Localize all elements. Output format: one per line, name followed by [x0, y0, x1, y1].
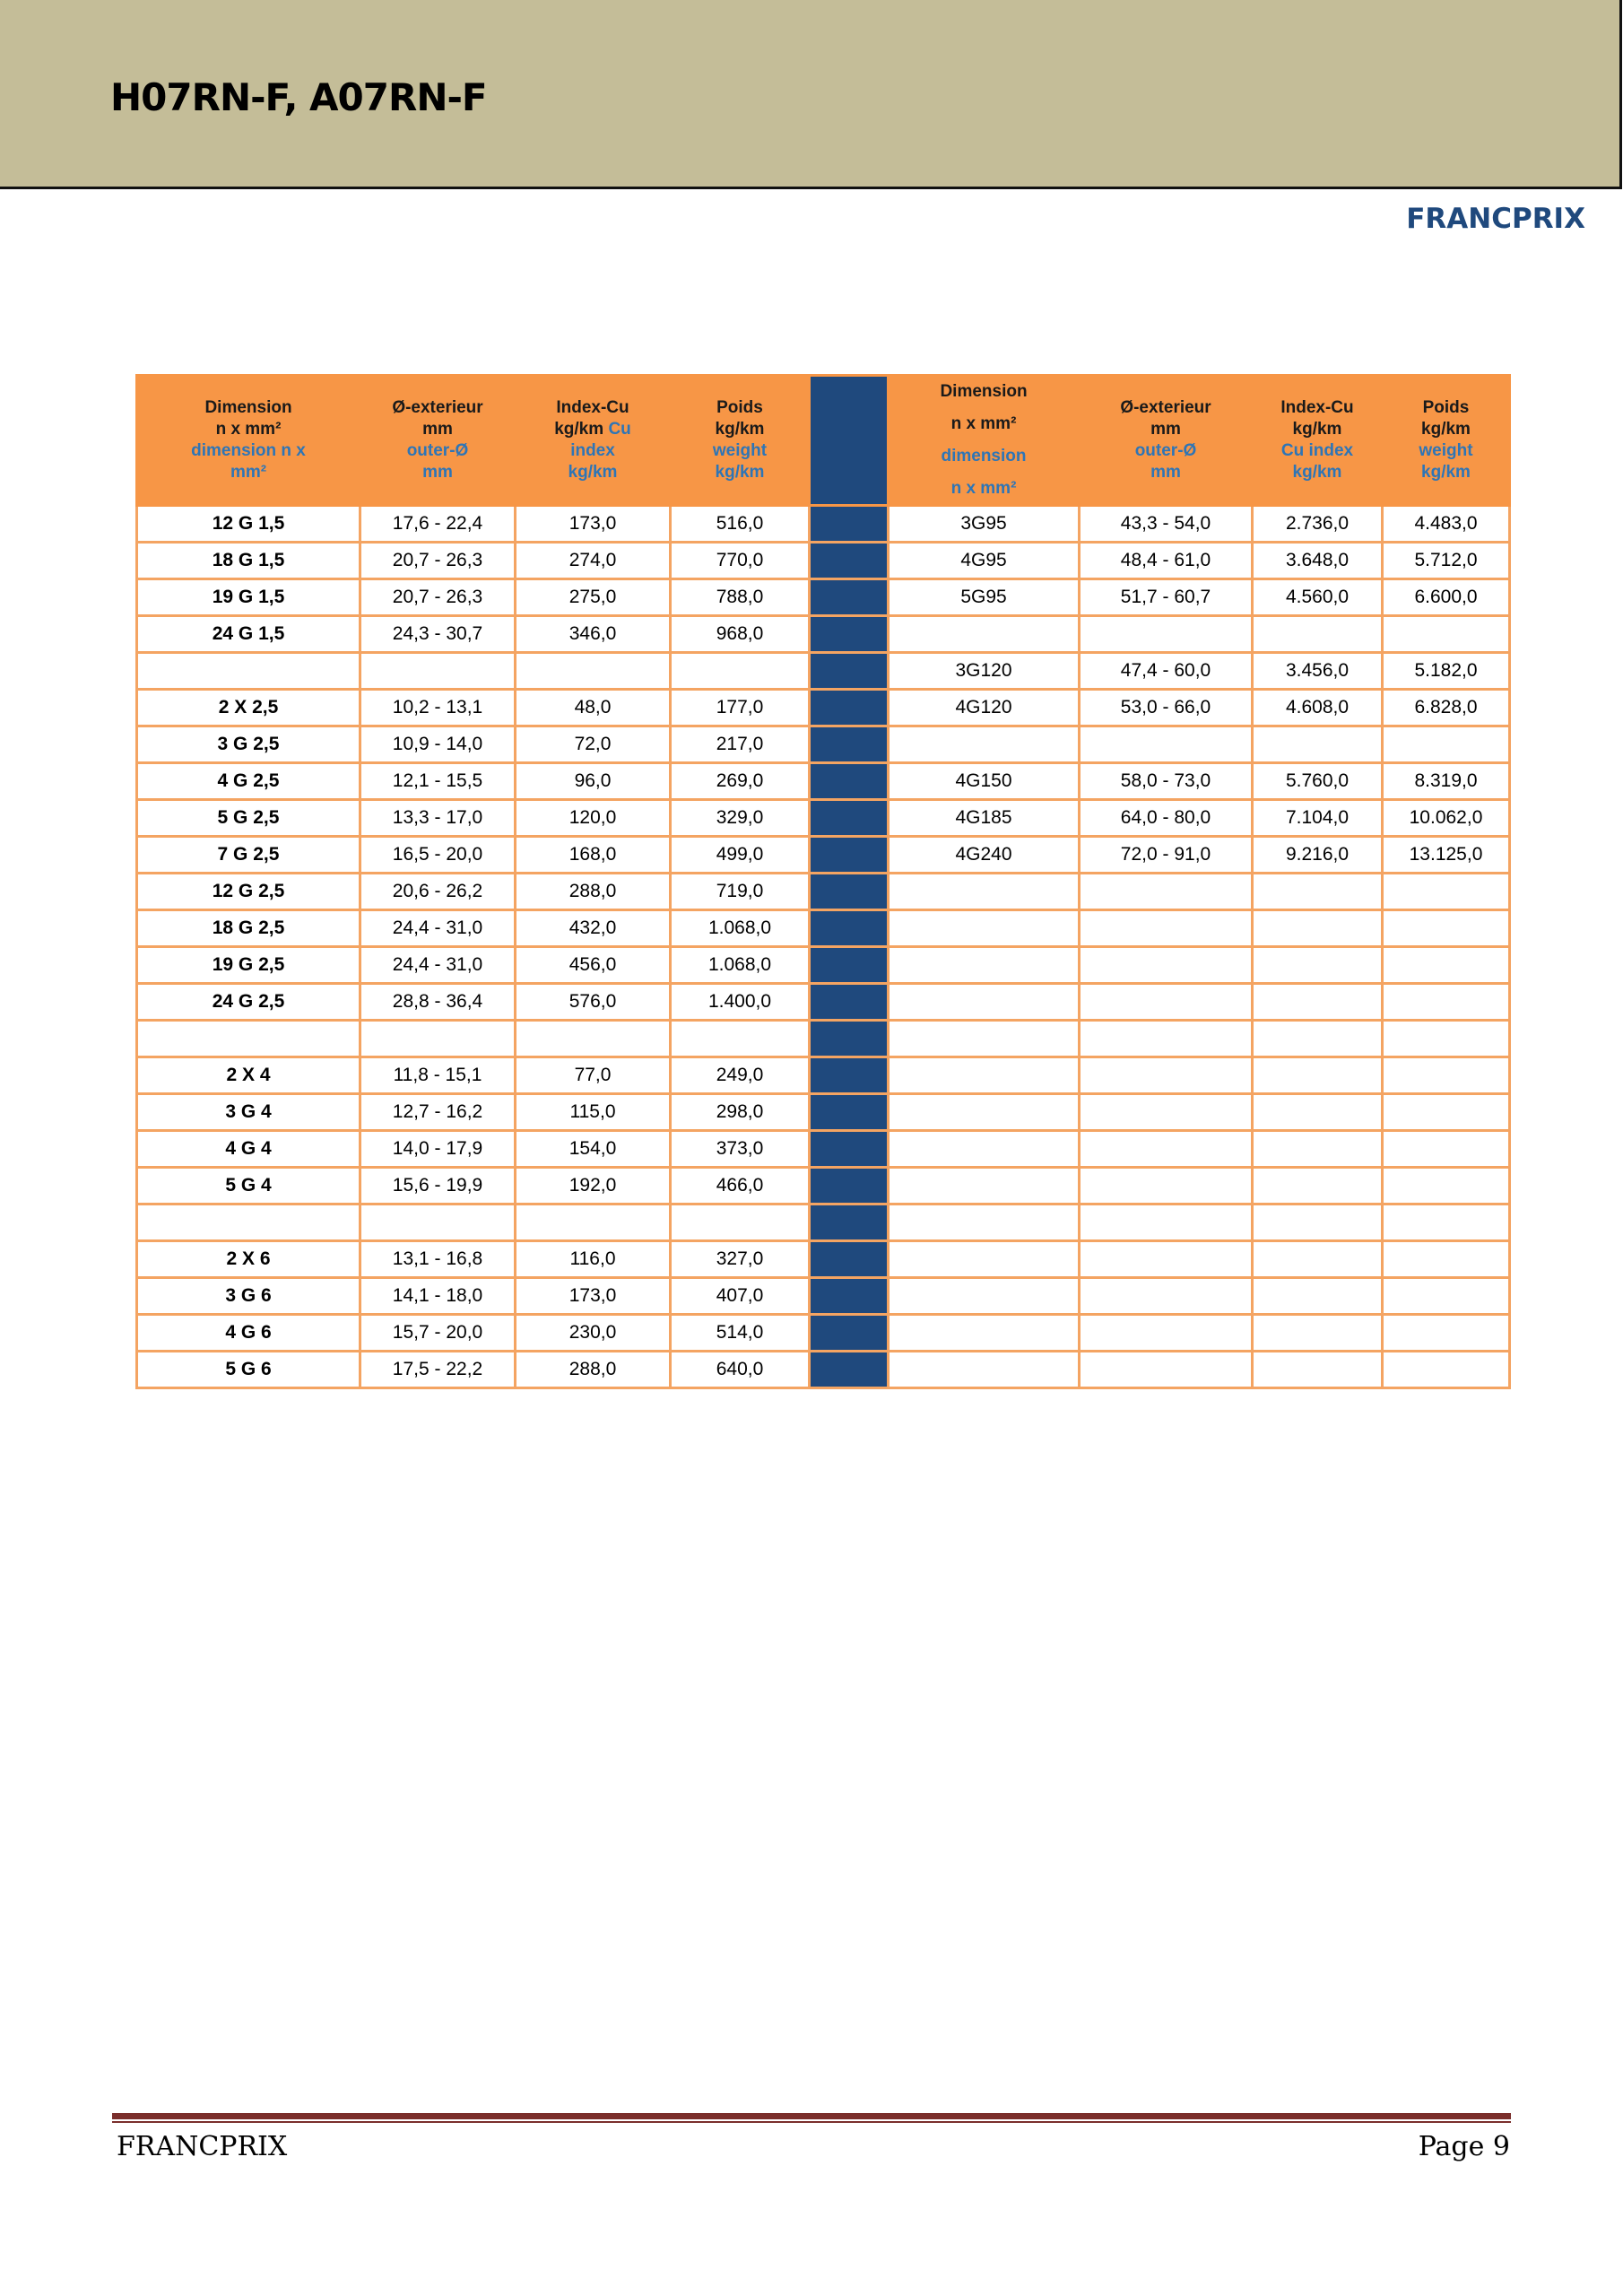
table-cell — [1080, 1241, 1253, 1278]
table-cell — [137, 1021, 360, 1057]
table-cell — [1383, 1057, 1510, 1094]
table-cell — [1080, 874, 1253, 910]
table-cell — [360, 1021, 516, 1057]
table-header-row — [137, 376, 1510, 506]
header-spacer — [890, 403, 1078, 413]
table-cell: 24 G 2,5 — [137, 984, 360, 1021]
column-separator-cell — [810, 1021, 889, 1057]
footer-divider — [112, 2113, 1511, 2119]
table-row — [137, 800, 1510, 837]
table-cell — [1080, 1021, 1253, 1057]
table-row — [137, 1315, 1510, 1352]
table-cell — [1253, 1094, 1383, 1131]
column-separator — [810, 376, 889, 506]
table-cell — [1080, 1057, 1253, 1094]
table-cell — [1080, 910, 1253, 947]
table-cell — [1253, 1241, 1383, 1278]
table-body — [137, 506, 1510, 1388]
column-separator-cell — [810, 543, 889, 579]
column-separator-cell — [810, 1205, 889, 1241]
table-cell: 269,0 — [671, 763, 810, 800]
table-cell — [1383, 1131, 1510, 1168]
table-cell: 20,7 - 26,3 — [360, 543, 516, 579]
table-cell — [1080, 1094, 1253, 1131]
header-line: Dimension — [940, 382, 1028, 401]
header-spacer — [890, 467, 1078, 478]
table-cell: 516,0 — [671, 506, 810, 543]
table-cell: 19 G 2,5 — [137, 947, 360, 984]
column-header-left-4 — [671, 376, 810, 506]
column-header-right-2 — [1080, 376, 1253, 506]
table-cell: 5 G 6 — [137, 1352, 360, 1388]
column-header-right-4 — [1383, 376, 1510, 506]
table-cell — [1383, 874, 1510, 910]
table-cell — [889, 1057, 1080, 1094]
table-cell — [889, 1241, 1080, 1278]
table-cell — [1383, 1168, 1510, 1205]
table-cell — [1253, 1131, 1383, 1168]
table-cell — [1080, 1352, 1253, 1388]
table-cell: 116,0 — [516, 1241, 671, 1278]
header-line: n x mm² — [950, 414, 1017, 433]
table-cell: 4 G 2,5 — [137, 763, 360, 800]
table-cell: 288,0 — [516, 1352, 671, 1388]
table-cell — [1080, 1131, 1253, 1168]
table-cell: 346,0 — [516, 616, 671, 653]
table-cell: 51,7 - 60,7 — [1080, 579, 1253, 616]
header-line: Poids — [716, 398, 763, 417]
header-line: kg/km — [568, 463, 618, 482]
table-cell: 20,6 - 26,2 — [360, 874, 516, 910]
table-cell: 154,0 — [516, 1131, 671, 1168]
table-cell: 72,0 — [516, 726, 671, 763]
table-cell: 11,8 - 15,1 — [360, 1057, 516, 1094]
table-cell: 217,0 — [671, 726, 810, 763]
table-cell: 10.062,0 — [1383, 800, 1510, 837]
table-cell: 7 G 2,5 — [137, 837, 360, 874]
table-cell — [516, 653, 671, 690]
table-cell: 4G185 — [889, 800, 1080, 837]
table-cell: 407,0 — [671, 1278, 810, 1315]
table-cell: 53,0 - 66,0 — [1080, 690, 1253, 726]
table-cell — [889, 1352, 1080, 1388]
table-cell — [671, 653, 810, 690]
table-cell — [889, 1021, 1080, 1057]
table-cell: 968,0 — [671, 616, 810, 653]
header-line: Ø-exterieur — [1120, 398, 1211, 417]
column-header-left-1 — [137, 376, 360, 506]
table-cell — [1253, 910, 1383, 947]
table-cell: 24,4 - 31,0 — [360, 910, 516, 947]
table-cell — [1383, 1352, 1510, 1388]
table-cell: 115,0 — [516, 1094, 671, 1131]
table-cell — [360, 1205, 516, 1241]
table-cell: 4 G 4 — [137, 1131, 360, 1168]
table-cell: 14,1 - 18,0 — [360, 1278, 516, 1315]
table-cell — [1080, 947, 1253, 984]
table-cell: 5.760,0 — [1253, 763, 1383, 800]
column-separator-cell — [810, 616, 889, 653]
table-row — [137, 1057, 1510, 1094]
column-separator-cell — [810, 874, 889, 910]
table-cell: 274,0 — [516, 543, 671, 579]
header-line: outer-Ø — [406, 441, 469, 460]
column-separator-cell — [810, 506, 889, 543]
table-cell: 466,0 — [671, 1168, 810, 1205]
table-row — [137, 1094, 1510, 1131]
table-row — [137, 910, 1510, 947]
table-cell: 10,9 - 14,0 — [360, 726, 516, 763]
table-cell: 24,4 - 31,0 — [360, 947, 516, 984]
table-cell: 373,0 — [671, 1131, 810, 1168]
table-cell — [1253, 947, 1383, 984]
table-cell: 298,0 — [671, 1094, 810, 1131]
table-cell: 5G95 — [889, 579, 1080, 616]
table-cell: 3 G 6 — [137, 1278, 360, 1315]
table-cell: 13,3 - 17,0 — [360, 800, 516, 837]
table-cell — [516, 1021, 671, 1057]
table-row — [137, 947, 1510, 984]
column-separator-cell — [810, 800, 889, 837]
header-line-part: Cu — [608, 420, 631, 439]
table-cell: 4G240 — [889, 837, 1080, 874]
table-cell: 13,1 - 16,8 — [360, 1241, 516, 1278]
table-cell — [1080, 1205, 1253, 1241]
table-cell — [1080, 1168, 1253, 1205]
table-cell — [889, 947, 1080, 984]
column-separator-cell — [810, 947, 889, 984]
header-line: n x mm² — [950, 479, 1017, 498]
table-cell: 17,6 - 22,4 — [360, 506, 516, 543]
table-row — [137, 726, 1510, 763]
table-cell — [889, 1094, 1080, 1131]
table-cell: 432,0 — [516, 910, 671, 947]
table-cell: 4.483,0 — [1383, 506, 1510, 543]
table-cell: 13.125,0 — [1383, 837, 1510, 874]
table-cell: 576,0 — [516, 984, 671, 1021]
table-cell: 15,7 - 20,0 — [360, 1315, 516, 1352]
table-cell — [889, 910, 1080, 947]
table-cell: 12 G 1,5 — [137, 506, 360, 543]
column-separator-cell — [810, 1352, 889, 1388]
column-separator-cell — [810, 690, 889, 726]
table-cell: 456,0 — [516, 947, 671, 984]
table-cell: 2.736,0 — [1253, 506, 1383, 543]
table-cell: 6.600,0 — [1383, 579, 1510, 616]
table-cell: 96,0 — [516, 763, 671, 800]
table-cell: 47,4 - 60,0 — [1080, 653, 1253, 690]
table-cell — [889, 1205, 1080, 1241]
column-separator-cell — [810, 1057, 889, 1094]
table-cell — [1080, 726, 1253, 763]
table-row — [137, 1278, 1510, 1315]
column-separator-cell — [810, 984, 889, 1021]
header-line: Cu index — [1280, 441, 1354, 460]
column-separator-cell — [810, 726, 889, 763]
table-cell: 3.648,0 — [1253, 543, 1383, 579]
table-cell: 58,0 - 73,0 — [1080, 763, 1253, 800]
table-cell: 719,0 — [671, 874, 810, 910]
footer-brand: FRANCPRIX — [117, 2131, 288, 2162]
table-cell — [889, 984, 1080, 1021]
table-cell — [1253, 616, 1383, 653]
table-row — [137, 1021, 1510, 1057]
column-separator-cell — [810, 1315, 889, 1352]
table-cell — [1253, 1278, 1383, 1315]
table-cell — [1383, 1241, 1510, 1278]
table-cell: 9.216,0 — [1253, 837, 1383, 874]
table-cell: 18 G 1,5 — [137, 543, 360, 579]
table-cell: 7.104,0 — [1253, 800, 1383, 837]
column-separator-cell — [810, 579, 889, 616]
header-line: weight — [712, 441, 768, 460]
header-line: kg/km — [1421, 463, 1471, 482]
table-cell: 20,7 - 26,3 — [360, 579, 516, 616]
table-cell — [889, 874, 1080, 910]
table-cell: 10,2 - 13,1 — [360, 690, 516, 726]
table-cell: 43,3 - 54,0 — [1080, 506, 1253, 543]
table-cell — [1383, 1094, 1510, 1131]
table-cell — [1253, 1352, 1383, 1388]
table-cell — [889, 1168, 1080, 1205]
column-separator-cell — [810, 1168, 889, 1205]
table-cell — [1383, 984, 1510, 1021]
table-cell: 2 X 6 — [137, 1241, 360, 1278]
table-cell: 230,0 — [516, 1315, 671, 1352]
table-cell: 3G120 — [889, 653, 1080, 690]
table-cell: 12 G 2,5 — [137, 874, 360, 910]
table-cell: 514,0 — [671, 1315, 810, 1352]
table-cell: 72,0 - 91,0 — [1080, 837, 1253, 874]
table-cell — [137, 1205, 360, 1241]
header-line: Index-Cu — [556, 398, 629, 417]
table-cell: 4.560,0 — [1253, 579, 1383, 616]
column-separator-cell — [810, 1241, 889, 1278]
table-cell — [1080, 616, 1253, 653]
column-separator-cell — [810, 1131, 889, 1168]
header-line: kg/km — [715, 420, 765, 439]
table-cell: 192,0 — [516, 1168, 671, 1205]
table-row — [137, 579, 1510, 616]
column-separator-cell — [810, 910, 889, 947]
table-cell: 48,4 - 61,0 — [1080, 543, 1253, 579]
header-line: kg/km — [1292, 420, 1342, 439]
table-cell: 12,1 - 15,5 — [360, 763, 516, 800]
header-line: dimension — [941, 447, 1027, 465]
table-cell: 120,0 — [516, 800, 671, 837]
header-line-part: kg/km — [554, 420, 609, 439]
table-cell — [889, 616, 1080, 653]
table-cell: 24,3 - 30,7 — [360, 616, 516, 653]
header-spacer — [890, 435, 1078, 446]
table-row — [137, 874, 1510, 910]
table-cell: 15,6 - 19,9 — [360, 1168, 516, 1205]
table-cell — [1383, 1021, 1510, 1057]
table-cell: 19 G 1,5 — [137, 579, 360, 616]
table-cell: 4.608,0 — [1253, 690, 1383, 726]
table-cell: 3G95 — [889, 506, 1080, 543]
table-cell — [889, 726, 1080, 763]
header-line: index — [570, 441, 615, 460]
table-row — [137, 616, 1510, 653]
table-cell — [889, 1131, 1080, 1168]
table-cell: 1.068,0 — [671, 947, 810, 984]
column-header-right-1 — [889, 376, 1080, 506]
table-cell: 24 G 1,5 — [137, 616, 360, 653]
table-cell — [1253, 1168, 1383, 1205]
table-cell: 5.182,0 — [1383, 653, 1510, 690]
table-cell: 6.828,0 — [1383, 690, 1510, 726]
header-line: dimension n x — [191, 441, 306, 460]
page-number: Page 9 — [1418, 2131, 1510, 2162]
table-cell — [1253, 1205, 1383, 1241]
table-cell: 770,0 — [671, 543, 810, 579]
table-cell — [671, 1021, 810, 1057]
table-cell: 1.400,0 — [671, 984, 810, 1021]
table-row — [137, 543, 1510, 579]
table-cell — [889, 1315, 1080, 1352]
table-cell — [1253, 1315, 1383, 1352]
table-cell — [1383, 1278, 1510, 1315]
table-cell: 173,0 — [516, 506, 671, 543]
table-cell: 77,0 — [516, 1057, 671, 1094]
column-separator-cell — [810, 653, 889, 690]
table-cell: 288,0 — [516, 874, 671, 910]
table-cell — [137, 653, 360, 690]
table-cell — [671, 1205, 810, 1241]
header-band — [0, 0, 1622, 189]
table-cell — [1383, 1205, 1510, 1241]
table-cell: 2 X 2,5 — [137, 690, 360, 726]
column-header-right-3 — [1253, 376, 1383, 506]
brand-name: FRANCPRIX — [1406, 203, 1585, 235]
table-cell: 14,0 - 17,9 — [360, 1131, 516, 1168]
table-row — [137, 690, 1510, 726]
header-line: kg/km — [1292, 463, 1342, 482]
table-cell: 1.068,0 — [671, 910, 810, 947]
header-line: kg/km — [1421, 420, 1471, 439]
table-row — [137, 1205, 1510, 1241]
header-line — [516, 419, 669, 440]
header-line: kg/km — [715, 463, 765, 482]
table-cell: 3 G 4 — [137, 1094, 360, 1131]
table-cell: 177,0 — [671, 690, 810, 726]
table-cell: 173,0 — [516, 1278, 671, 1315]
table-cell: 327,0 — [671, 1241, 810, 1278]
table-cell: 48,0 — [516, 690, 671, 726]
table-cell: 8.319,0 — [1383, 763, 1510, 800]
table-cell: 4G120 — [889, 690, 1080, 726]
header-line: Poids — [1422, 398, 1470, 417]
table-row — [137, 984, 1510, 1021]
table-row — [137, 1131, 1510, 1168]
table-cell: 17,5 - 22,2 — [360, 1352, 516, 1388]
table-row — [137, 653, 1510, 690]
table-cell — [1383, 616, 1510, 653]
footer-divider-thin — [112, 2121, 1511, 2123]
table-cell — [1080, 1315, 1253, 1352]
column-separator-cell — [810, 1278, 889, 1315]
column-header-left-2 — [360, 376, 516, 506]
table-cell — [1253, 1021, 1383, 1057]
header-line: mm — [422, 420, 453, 439]
table-cell: 640,0 — [671, 1352, 810, 1388]
table-row — [137, 837, 1510, 874]
table-cell — [1080, 984, 1253, 1021]
table-cell: 3.456,0 — [1253, 653, 1383, 690]
header-line: n x mm² — [215, 420, 282, 439]
table-cell: 4G150 — [889, 763, 1080, 800]
table-cell: 788,0 — [671, 579, 810, 616]
column-separator-cell — [810, 763, 889, 800]
table-cell — [516, 1205, 671, 1241]
table-cell: 4 G 6 — [137, 1315, 360, 1352]
table-cell — [1253, 1057, 1383, 1094]
table-cell: 5.712,0 — [1383, 543, 1510, 579]
table-cell — [1383, 947, 1510, 984]
header-line: mm² — [230, 463, 267, 482]
table-cell: 275,0 — [516, 579, 671, 616]
table-cell: 2 X 4 — [137, 1057, 360, 1094]
column-separator-cell — [810, 1094, 889, 1131]
header-line: weight — [1419, 441, 1473, 460]
header-line: mm — [422, 463, 453, 482]
table-row — [137, 1168, 1510, 1205]
table-row — [137, 1352, 1510, 1388]
table-cell: 329,0 — [671, 800, 810, 837]
table-cell: 18 G 2,5 — [137, 910, 360, 947]
header-line: mm — [1150, 420, 1181, 439]
header-line: Dimension — [204, 398, 292, 417]
header-line: Index-Cu — [1280, 398, 1354, 417]
table-cell: 4G95 — [889, 543, 1080, 579]
table-cell — [1383, 726, 1510, 763]
table-cell — [360, 653, 516, 690]
table-cell: 5 G 4 — [137, 1168, 360, 1205]
header-line: Ø-exterieur — [392, 398, 483, 417]
column-separator-cell — [810, 837, 889, 874]
table-cell: 3 G 2,5 — [137, 726, 360, 763]
header-line: mm — [1150, 463, 1181, 482]
table-cell: 499,0 — [671, 837, 810, 874]
table-cell: 249,0 — [671, 1057, 810, 1094]
table-cell: 168,0 — [516, 837, 671, 874]
table-cell — [1253, 874, 1383, 910]
table-cell: 5 G 2,5 — [137, 800, 360, 837]
document-title: H07RN-F, A07RN-F — [110, 75, 487, 119]
column-header-left-3 — [516, 376, 671, 506]
table-cell — [1383, 910, 1510, 947]
table-cell: 64,0 - 80,0 — [1080, 800, 1253, 837]
table-cell — [1383, 1315, 1510, 1352]
table-cell — [1253, 984, 1383, 1021]
header-line: outer-Ø — [1134, 441, 1197, 460]
table-cell: 28,8 - 36,4 — [360, 984, 516, 1021]
table-cell — [1253, 726, 1383, 763]
table-cell: 16,5 - 20,0 — [360, 837, 516, 874]
table-row — [137, 763, 1510, 800]
table-cell — [889, 1278, 1080, 1315]
cable-spec-table — [135, 374, 1511, 1389]
table-cell — [1080, 1278, 1253, 1315]
table-row — [137, 1241, 1510, 1278]
table-cell: 12,7 - 16,2 — [360, 1094, 516, 1131]
table-row — [137, 506, 1510, 543]
